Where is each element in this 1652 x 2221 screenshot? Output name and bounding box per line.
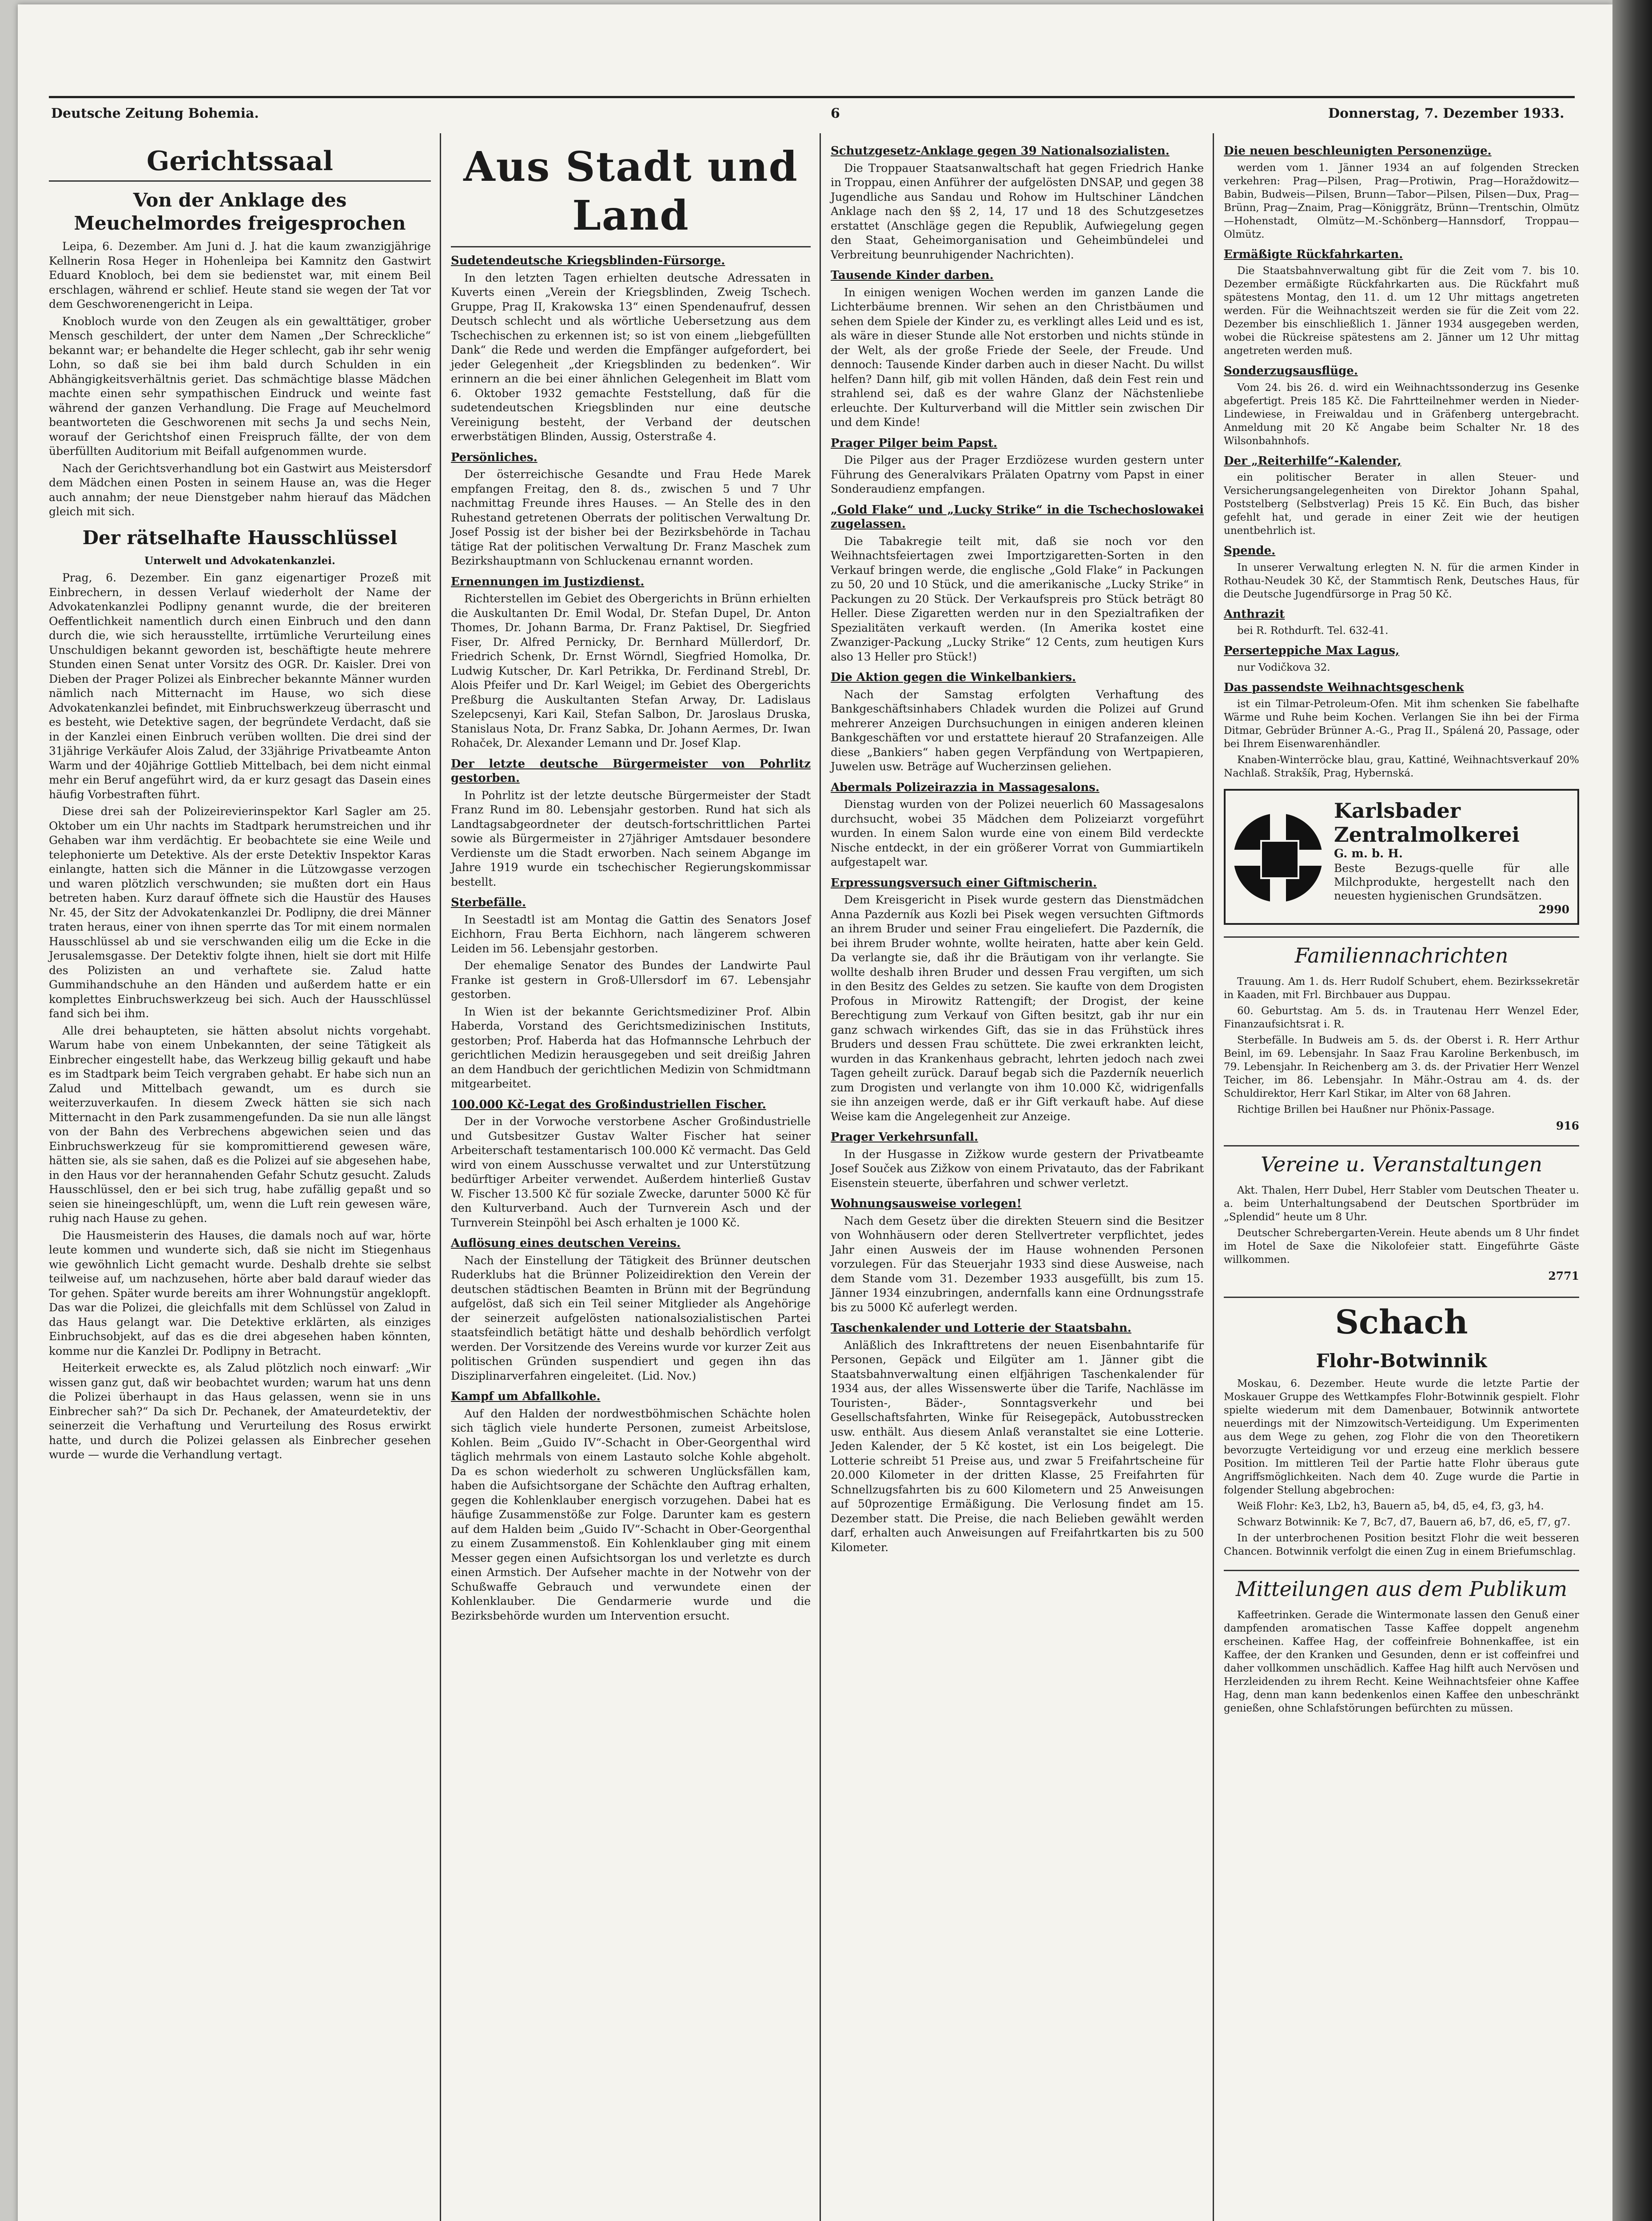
newspaper-page bbox=[18, 4, 1612, 2221]
section-title: Gerichtssaal bbox=[49, 145, 431, 182]
chess-paragraph: Weiß Flohr: Ke3, Lb2, h3, Bauern a5, b4, d5, e4, f3, g3, h4. bbox=[1237, 1501, 1544, 1512]
advertisement-molkerei bbox=[1224, 789, 1579, 925]
news-heading: 100.000 Kč-Legat des Großindustriellen Fischer. bbox=[451, 1098, 766, 1111]
news-paragraph: Nach dem Gesetz über die direkten Steuern sind die Besitzer von Wohnhäusern oder deren Stellvertreter verpflichtet, jedes Jahr einen Ausweis der im Hause wohnenden Personen vorzulegen. Für das Steuerjahr 1933 sind diese Ausweise, nach dem Stande vom 31. Dezember 1933 ausgefüllt, bis zum 15. Jänner 1934 einzubringen, andernfalls kann eine Ordnungsstrafe bis zu 5000 Kč auferlegt werden. bbox=[831, 1214, 1204, 1314]
title-rule bbox=[451, 246, 811, 247]
notice-heading: Der „Reiterhilfe“-Kalender, bbox=[1224, 454, 1401, 468]
news-paragraph: Nach der Samstag erfolgten Verhaftung des Bankgeschäftsinhabers Chladek wurden die Polizei auf Grund mehrerer Anzeigen Durchsuchungen in einigen anderen kleinen Bankgeschäften vor und erstattete hierauf 20 Strafanzeigen. Alle diese „Bankiers“ haben gegen Verpfändung von Wertpapieren, Juwelen usw. Beträge auf Wucherzinsen geliehen. bbox=[831, 688, 1204, 773]
family-news-paragraph: Richtige Brillen bei Haußner nur Phönix-Passage. bbox=[1237, 1104, 1495, 1115]
ad-text: Beste Bezugs-quelle für alle Milchprodukte, hergestellt nach den neuesten hygienischen Grundsätzen. bbox=[1334, 861, 1569, 902]
article-paragraph: Diese drei sah der Polizeirevierinspektor Karl Sagler am 25. Oktober um ein Uhr nachts im Stadtpark herumstreichen und ihr Gehaben war ihm verdächtig. Er beobachtete sie eine Weile und telephonierte um Detektive. Als der erste Detektiv Inspektor Karas einlangte, hatten sich die Männer in die Lützowgasse verzogen und waren plötzlich verschwunden; sie mußten dort ein Haus betreten haben. Kurz darauf öffnete sich die Haustür des Hauses Nr. 45, der Sitz der Advokatenkanzlei Dr. Podlipny, die drei Männer traten heraus, einer von ihnen sperrte das Tor mit einem normalen Hausschlüssel ab und sie verschwanden eilig um die Ecke in die Jerusalemsgasse. Der Detektiv folgte ihnen, hielt sie dort mit Hilfe des Polizisten an und verhaftete sie. Zalud hatte Gummihandschuhe an den Händen und außerdem hatte er ein komplettes Einbruchswerkzeug bei sich. Auch der Hausschlüssel fand sich bei ihm. bbox=[49, 805, 431, 1020]
header-date: Donnerstag, 7. Dezember 1933. bbox=[1328, 106, 1564, 121]
family-news-title: Familiennachrichten bbox=[1224, 936, 1579, 969]
ad-number: 2990 bbox=[1538, 903, 1569, 916]
notice-paragraph: ein politischer Berater in allen Steuer- und Versicherungsangelegenheiten von Direktor Johann Spahal, Poststelberg (Selbstverlag) Preis 15 Kč. Ein Buch, das bisher gefehlt hat, und gerade in einer Zeit wie der heutigen unentbehrlich ist. bbox=[1224, 472, 1579, 537]
notice-paragraph: In unserer Verwaltung erlegten N. N. für die armen Kinder in Rothau-Neudek 30 Kč, der Stammtisch Renk, Deutsches Haus, für die Deutsche Jugendfürsorge in Prag 50 Kč. bbox=[1224, 561, 1579, 600]
article-paragraph: Nach der Gerichtsverhandlung bot ein Gastwirt aus Meistersdorf dem Mädchen einen Posten in seinem Hause an, was die Heger auch annahm; der neue Dienstgeber nahm hierauf das Mädchen gleich mit sich. bbox=[49, 462, 431, 518]
column-aus-stadt-und-land bbox=[451, 138, 811, 1626]
header-page-number: 6 bbox=[831, 106, 840, 121]
notice-heading: Spende. bbox=[1224, 544, 1276, 557]
news-paragraph: Nach der Einstellung der Tätigkeit des Brünner deutschen Ruderklubs hat die Brünner Polizeidirektion den Verein der deutschen städtischen Beamten in Brünn mit der Begründung aufgelöst, daß sich ein Teil seiner Mitglieder als Angehörige der seinerzeit aufgelösten nationalsozialistischen Partei staatsfeindlich betätigt hätte und deshalb behördlich verfolgt werden. Der Vorsitzende des Vereins wurde vor kurzer Zeit aus politischen Gründen suspendiert und gegen ihn das Disziplinarverfahren eingeleitet. (Lid. Nov.) bbox=[451, 1254, 811, 1382]
column-gerichtssaal bbox=[49, 138, 431, 1465]
news-heading: Prager Pilger beim Papst. bbox=[831, 436, 998, 450]
header-rule bbox=[49, 96, 1575, 98]
notice-heading: Die neuen beschleunigten Personenzüge. bbox=[1224, 144, 1492, 158]
chess-subtitle: Flohr-Botwinnik bbox=[1316, 1350, 1487, 1372]
events-paragraph: Deutscher Schrebergarten-Verein. Heute abends um 8 Uhr findet im Hotel de Saxe die Nikolofeier statt. Eingeführte Gäste willkommen. bbox=[1224, 1227, 1579, 1266]
news-paragraph: Auf den Halden der nordwestböhmischen Schächte holen sich täglich viele hunderte Personen, zumeist Arbeitslose, Kohlen. Beim „Guido IV“-Schacht in Ober-Georgenthal wird täglich mehrmals von einem Lastauto solche Kohle abgeholt. Da es schon wiederholt zu schweren Unglücksfällen kam, haben die Aufsichtsorgane der Schächte den Auftrag erhalten, gegen die Kohlenklauber energisch vorzugehen. Dabei hat es häufige Zusammenstöße zur Folge. Darunter kam es gestern auf dem Halden beim „Guido IV“-Schacht in Ober-Georgenthal zu einem Zusammenstoß. Ein Kohlenklauber ging mit einem Messer gegen einen Aufsichtsorgan los und verletzte es durch einen Armstich. Der Aufseher machte in der Notwehr von der Schußwaffe Gebrauch und verwundete einen der Kohlenklauber. Die Gendarmerie wurde und die Bezirksbehörde wurden um Intervention ersucht. bbox=[451, 1407, 811, 1622]
notice-paragraph: nur Vodičkova 32. bbox=[1237, 661, 1330, 673]
news-paragraph: In Seestadtl ist am Montag die Gattin des Senators Josef Eichhorn, Frau Berta Eichhorn, nach längerem schweren Leiden im 56. Lebensjahr gestorben. bbox=[451, 913, 811, 955]
notice-heading: Das passendste Weihnachtsgeschenk bbox=[1224, 681, 1464, 694]
ad-company-name: Karlsbader Zentralmolkerei bbox=[1334, 799, 1520, 847]
article-paragraph: Alle drei behaupteten, sie hätten absolut nichts vorgehabt. Warum habe von einem Unbekannten, der seine Tätigkeit als Einbrecher eingestellt habe, das Werkzeug billig gekauft und habe es im Stadtpark beim Teich vergraben gehabt. Er habe sich nun an Zalud und Mittelbach gewandt, um es durch sie weiterzuverkaufen. In diesem Zweck hätten sie sich nach Mitternacht in den Park zusammengefunden. Da sie nun alle längst von der Bahn des Verbrechens abgewichen seien und das Einbruchswerkzeug für sie kompromittierend gewesen wäre, hätten sie, als sie sahen, daß es die Polizei auf sie abgesehen habe, in den Haus vor der herannahenden Gefahr Schutz gesucht. Zaluds Hausschlüssel, den er bei sich trug, habe zufällig gepaßt und so seien sie hineingeschlüpft, um, wenn die Luft rein gewesen wäre, ruhig nach Hause zu gehen. bbox=[49, 1024, 431, 1225]
article-paragraph: Heiterkeit erweckte es, als Zalud plötzlich noch einwarf: „Wir wissen ganz gut, daß wir beobachtet wurden; warum hat uns denn die Polizei überhaupt in das Haus gelassen, wenn sie in uns Einbrecher sah?“ Da sich Dr. Pechanek, der Amateurdetektiv, der seinerzeit die Verhaftung und Verurteilung des Rosus erwirkt hatte, und durch die Polizei gelassen als Einbrecher gesehen wurde — wurde die Verhandlung vertagt. bbox=[49, 1361, 431, 1461]
notice-paragraph: ist ein Tilmar-Petroleum-Ofen. Mit ihm schenken Sie fabelhafte Wärme und Ruhe beim Kochen. Verlangen Sie ihn bei der Firma Ditmar, Gebrüder Brünner A.-G., Prag II., Spálená 20, Passage, oder bei Ihrem Eisenwarenhändler. bbox=[1224, 698, 1579, 750]
family-news-paragraph: 60. Geburtstag. Am 5. ds. in Trautenau Herr Wenzel Eder, Finanzaufsichtsrat i. R. bbox=[1224, 1005, 1579, 1030]
news-paragraph: Die Tabakregie teilt mit, daß sie noch vor den Weihnachtsfeiertagen zwei Importzigaretten-Sorten in den Verkauf bringen werde, die englische „Gold Flake“ in Packungen zu 50, 20 und 10 Stück, und die amerikanische „Lucky Strike“ in Packungen zu 20 Stück. Der Verkaufspreis pro Stück beträgt 80 Heller. Diese Zigaretten werden nur in den Spezialtrafiken der Spezialitäten verkauft werden. (In Amerika kostet eine Zwanziger-Packung „Lucky Strike“ 12 Cents, zum heutigen Kurs also 13 Heller pro Stück!) bbox=[831, 534, 1204, 663]
article-paragraph: Leipa, 6. Dezember. Am Juni d. J. hat die kaum zwanzigjährige Kellnerin Rosa Heger in Hohenleipa bei Kamnitz den Gastwirt Eduard Knobloch, bei dem sie bedienstet war, mit einem Beil erschlagen, während er schlief. Heute stand sie wegen der Tat vor dem Geschworenengericht in Leipa. bbox=[49, 240, 431, 310]
news-paragraph: Anläßlich des Inkrafttretens der neuen Eisenbahntarife für Personen, Gepäck und Eilgüter am 1. Jänner gibt die Staatsbahnverwaltung einen elfjährigen Taschenkalender für 1934 aus, der alles Wissenswerte über die Tarife, Nachlässe im Touristen-, Bäder-, Sonntagsverkehr und bei Gesellschaftsfahrten, Winke für Reisegepäck, Autobusstrecken usw. enthält. Aus diesem Anlaß veranstaltet sie eine Lotterie. Jeden Kalender, der 5 Kč kostet, ist ein Los beigelegt. Die Lotterie schreibt 51 Preise aus, und zwar 5 Freifahrtscheine für 20.000 Kilometer in der dritten Klasse, 25 Freifahrten für Schnellzugsfahrten bis zu 600 Kilometern und 25 Anweisungen auf 50prozentige Ermäßigung. Die Verlosung findet am 15. Dezember statt. Die Preise, die nach Belieben gewählt werden darf, erhalten auch Anweisungen auf Freifahrtkarten bis zu 500 Kilometer. bbox=[831, 1338, 1204, 1554]
chess-paragraph: Schwarz Botwinnik: Ke 7, Bc7, d7, Bauern a6, b7, d6, e5, f7, g7. bbox=[1237, 1516, 1571, 1528]
news-paragraph: Die Pilger aus der Prager Erzdiözese wurden gestern unter Führung des Generalvikars Prälaten Opatrny vom Papst in einer Sonderaudienz empfangen. bbox=[831, 454, 1204, 495]
scan-edge bbox=[1612, 0, 1652, 2221]
ad-number: 2771 bbox=[1548, 1269, 1579, 1282]
news-heading: Sterbefälle. bbox=[451, 896, 526, 909]
news-heading: Tausende Kinder darben. bbox=[831, 269, 994, 282]
news-paragraph: Die Troppauer Staatsanwaltschaft hat gegen Friedrich Hanke in Troppau, einen Anführer der aufgelösten DNSAP, und gegen 38 Jugendliche aus Sandau und Rohow im Hultschiner Ländchen Anklage nach den §§ 2, 14, 17 und 18 des Schutzgesetzes erstattet (Anschläge gegen die Republik, Aufwiegelung gegen den Staat, Geheimorganisation und Geheimbündelei und Verbreitung beunruhigender Nachrichten). bbox=[831, 161, 1204, 261]
news-paragraph: Der in der Vorwoche verstorbene Ascher Großindustrielle und Gutsbesitzer Gustav Walter Fischer hat seiner Arbeiterschaft testamentarisch 100.000 Kč vermacht. Das Geld wird von einem Ausschusse verwaltet und zur Unterstützung bedürftiger Arbeiter verwendet. Außerdem hinterließ Gustav W. Fischer 13.500 Kč für soziale Zwecke, darunter 5000 Kč für den Kulturverband. Auch der Turnverein Asch und der Turnverein Steinpöhl bei Asch erhalten je 1000 Kč. bbox=[451, 1115, 811, 1229]
notice-heading: Ermäßigte Rückfahrkarten. bbox=[1224, 247, 1403, 261]
column-rule bbox=[1213, 133, 1214, 2221]
column-rule bbox=[440, 133, 441, 2221]
news-heading: Abermals Polizeirazzia in Massagesalons. bbox=[831, 780, 1100, 794]
news-heading: Die Aktion gegen die Winkelbankiers. bbox=[831, 671, 1076, 684]
news-paragraph: Dienstag wurden von der Polizei neuerlich 60 Massagesalons durchsucht, wobei 35 Mädchen dem Polizeiarzt vorgeführt wurden. In einem Salon wurde eine von einem Bild verdeckte Nische entdeckt, in der ein größerer Vorrat von Gummiartikeln aufgestapelt war. bbox=[831, 798, 1204, 868]
chess-paragraph: In der unterbrochenen Position besitzt Flohr die weit besseren Chancen. Botwinnik verfolgt die einen Zug in einem Briefumschlag. bbox=[1224, 1532, 1579, 1557]
news-paragraph: Der österreichische Gesandte und Frau Hede Marek empfangen Freitag, den 8. ds., zwischen 5 und 7 Uhr nachmittag Freunde ihres Hauses. — An Stelle des in den Ruhestand getretenen Oberrats der politischen Verwaltung Dr. Josef Possig ist der bisher bei der Bezirksbehörde in Tachau tätige Rat der politischen Verwaltung Dr. Franz Maschek zum Bezirkshauptmann von Schluckenau ernannt worden. bbox=[451, 468, 811, 567]
article-title: Von der Anklage des Meuchelmordes freigesprochen bbox=[74, 189, 406, 234]
family-news-paragraph: Trauung. Am 1. ds. Herr Rudolf Schubert, ehem. Bezirkssekretär in Kaaden, mit Frl. Birchbauer aus Duppau. bbox=[1224, 976, 1579, 1001]
chess-title: Schach bbox=[1224, 1297, 1579, 1342]
notice-heading: Perserteppiche Max Lagus, bbox=[1224, 644, 1400, 657]
news-paragraph: In den letzten Tagen erhielten deutsche Adressaten in Kuverts einen „Verein der Kriegsblinden, Zweig Tschech. Gruppe, Prag II, Krakowska 13“ einen Spendenaufruf, dessen Deutsch schlecht und als wörtliche Uebersetzung aus dem Tschechischen zu erkennen ist; so ist von einem „liebgefüllten Dank“ die Rede und werden die Empfänger aufgefordert, bei jeder Gelegenheit „der Kriegsblinden zu bedenken“. Wir erinnern an die bei einer ähnlichen Gelegenheit im Blatt vom 6. Oktober 1932 gemachte Feststellung, daß für die sudetendeutschen Kriegsblinden nur eine deutsche Vereinigung besteht, der Verband der deutschen erwerbstätigen Blinden, Aussig, Osterstraße 4. bbox=[451, 271, 811, 443]
header-paper-name: Deutsche Zeitung Bohemia. bbox=[51, 106, 259, 121]
article-title: Der rätselhafte Hausschlüssel bbox=[82, 526, 398, 549]
notice-heading: Sonderzugsausflüge. bbox=[1224, 364, 1358, 378]
notice-heading: Anthrazit bbox=[1224, 607, 1285, 621]
public-notices-paragraph: Kaffeetrinken. Gerade die Wintermonate lassen den Genuß einer dampfenden aromatischen Tasse Kaffee doppelt angenehm erscheinen. Kaffee Hag, der coffeinfreie Bohnenkaffee, ist ein Kaffee, der den Kranken und Gesunden, denn er ist coffeinfrei und daher vollkommen unschädlich. Kaffee Hag hilft auch Nervösen und Herzleidenden zu ihrem Recht. Keine Weihnachtsfeier ohne Kaffee Hag, denn man kann bedenkenlos einen Kaffee den unbeschränkt genießen, ohne Schlafstörungen befürchten zu müssen. bbox=[1224, 1609, 1579, 1714]
ad-content bbox=[1334, 799, 1569, 917]
news-paragraph: In einigen wenigen Wochen werden im ganzen Lande die Lichterbäume brennen. Wir sehen an den Christbäumen und sehen dem Spiele der Kinder zu, es verklingt alles Leid und es ist, als wäre in dieser Stunde alle Not erstorben und nichts stünde in der Welt, als der große Friede der Seele, der Freude. Und dennoch: Tausende Kinder darben auch in dieser Nacht. Du willst helfen? Dann hilf, gib mit vollen Händen, daß dein Fest rein und strahlend sei, daß es der wahre Glanz der Nächstenliebe erleuchte. Der Kulturverband will die Mittler sein zwischen Dir und dem Kinde! bbox=[831, 286, 1204, 429]
news-paragraph: Richterstellen im Gebiet des Obergerichts in Brünn erhielten die Auskultanten Dr. Emil Wodal, Dr. Stefan Dupel, Dr. Anton Thomes, Dr. Johann Barma, Dr. Franz Paktisel, Dr. Siegfried Fiser, Dr. Alfred Pernicky, Dr. Bernhard Müllerdorf, Dr. Friedrich Schenk, Dr. Ernst Wörndl, Siegfried Homolka, Dr. Ludwig Kutscher, Dr. Karl Petrikka, Dr. Ferdinand Strebl, Dr. Alois Pfeifer und Dr. Karl Weigel; im Gebiet des Obergerichts Preßburg die Auskultanten Stefan Arway, Dr. Ladislaus Szelepcsenyi, Kari Kail, Stefan Salbon, Dr. Jaroslaus Druska, Stanislaus Nota, Dr. Franz Sabka, Dr. Johann Aermes, Dr. Iwan Rohaček, Dr. Alexander Lemann und Dr. Josef Klap. bbox=[451, 592, 811, 749]
molkerei-logo-icon bbox=[1234, 813, 1322, 902]
news-heading: Ernennungen im Justizdienst. bbox=[451, 575, 645, 589]
news-heading: Kampf um Abfallkohle. bbox=[451, 1390, 601, 1403]
ad-company-form: G. m. b. H. bbox=[1334, 847, 1403, 860]
column-rule bbox=[820, 133, 821, 2221]
news-paragraph: In Wien ist der bekannte Gerichtsmediziner Prof. Albin Haberda, Vorstand des Gerichtsmedizinischen Instituts, gestorben; Prof. Haberda hat das Hofmannsche Lehrbuch der gerichtlichen Medizin herausgegeben und seit dreißig Jahren an dem Handbuch der gerichtlichen Medizin von Schmidtmann mitgearbeitet. bbox=[451, 1005, 811, 1090]
news-heading: Persönliches. bbox=[451, 450, 537, 464]
notice-paragraph: Vom 24. bis 26. d. wird ein Weihnachtssonderzug ins Gesenke abgefertigt. Preis 185 Kč. Die Fahrtteilnehmer werden in Nieder-Lindewiese, in Freiwaldau und in Gräfenberg untergebracht. Anmeldung mit 20 Kč Angabe beim Schalter Nr. 18 des Wilsonbahnhofs. bbox=[1224, 382, 1579, 447]
notice-paragraph: Die Staatsbahnverwaltung gibt für die Zeit vom 7. bis 10. Dezember ermäßigte Rückfahrkarten aus. Die Rückfahrt muß spätestens Montag, den 11. d. um 12 Uhr mittags angetreten werden. Für die Weihnachtszeit werden sie für die Zeit vom 22. Dezember bis einschließlich 1. Jänner 1934 ausgegeben werden, wobei die Rückreise spätestens am 2. Jänner um 12 Uhr mittag angetreten werden muß. bbox=[1224, 265, 1579, 357]
article-paragraph: Knobloch wurde von den Zeugen als ein gewalttätiger, grober Mensch geschildert, der unter dem Namen „Der Schreckliche“ bekannt war; er behandelte die Heger schlecht, gab ihr sehr wenig Lohn, so daß sie bei ihm bald durch Schulden in ein Abhängigkeitsverhältnis geriet. Das schmächtige blasse Mädchen machte einen sehr sympathischen Eindruck und weinte fast während der ganzen Verhandlung. Die Frage auf Meuchelmord beantworteten die Geschworenen mit sechs Ja und sechs Nein, worauf der Gerichtshof einen Freispruch fällte, der von dem überfüllten Auditorium mit Beifall aufgenommen wurde. bbox=[49, 314, 431, 458]
public-notices-title: Mitteilungen aus dem Publikum bbox=[1224, 1570, 1579, 1602]
chess-paragraph: Moskau, 6. Dezember. Heute wurde die letzte Partie der Moskauer Gruppe des Wettkampfes Flohr-Botwinnik gespielt. Flohr spielte wiederum mit dem Damenbauer, Botwinnik antwortete neuerdings mit der Nimzowitsch-Verteidigung. Um Experimenten aus dem Wege zu gehen, zog Flohr die von den Theoretikern bevorzugte Verteidigung vor und erzeug eine merklich bessere Position. Im mittleren Teil der Partie hatte Flohr überaus gute Angriffsmöglichkeiten. Nach dem 40. Zuge wurde die Partie in folgender Stellung abgebrochen: bbox=[1224, 1378, 1579, 1496]
article-subtitle: Unterwelt und Advokatenkanzlei. bbox=[144, 554, 335, 567]
news-heading: Wohnungsausweise vorlegen! bbox=[831, 1197, 1022, 1210]
article-paragraph: Die Hausmeisterin des Hauses, die damals noch auf war, hörte leute kommen und wunderte sich, daß sie nicht im Stiegenhaus wie gewöhnlich Licht gemacht wurde. Deshalb drehte sie selbst teilweise auf, um nachzusehen, hörte aber bald darauf wieder das Tor gehen. Später wurde bereits am ihrer Wohnungstür angeklopft. Das war die Polizei, die gleichfalls mit dem Schlüssel von Zalud in das Haus gelangt war. Die Detektive erklärten, als einziges Einbruchsobjekt, auf das es die drei abgesehen haben könnten, komme nur die Kanzlei Dr. Podlipny in Betracht. bbox=[49, 1229, 431, 1357]
section-title: Aus Stadt und Land bbox=[463, 143, 798, 239]
news-heading: Schutzgesetz-Anklage gegen 39 Nationalsozialisten. bbox=[831, 144, 1170, 158]
news-heading: Erpressungsversuch einer Giftmischerin. bbox=[831, 876, 1097, 890]
news-heading: Der letzte deutsche Bürgermeister von Pohrlitz gestorben. bbox=[451, 757, 811, 785]
ad-number: 916 bbox=[1556, 1119, 1579, 1132]
column-news-2 bbox=[831, 138, 1204, 1557]
news-heading: Sudetendeutsche Kriegsblinden-Fürsorge. bbox=[451, 254, 725, 267]
news-heading: Prager Verkehrsunfall. bbox=[831, 1130, 979, 1144]
news-heading: „Gold Flake“ und „Lucky Strike“ in die Tschechoslowakei zugelassen. bbox=[831, 503, 1204, 531]
article-paragraph: Prag, 6. Dezember. Ein ganz eigenartiger Prozeß mit Einbrechern, in dessen Verlauf wiederholt der Name der Advokatenkanzlei Podlipny genannt wurde, die der breiteren Oeffentlichkeit namentlich durch einen Einbruch und den dann durch die, wie sich herausstellte, irrtümliche Verurteilung eines Unschuldigen bekannt geworden ist, beschäftigte heute mehrere Stunden einen Senat unter Vorsitz des OGR. Dr. Kaisler. Drei von Dieben der Prager Polizei als Einbrecher bekannte Männer wurden nämlich nach Mitternacht im Hause, wo sich diese Advokatenkanzlei befindet, mit Einbruchswerkzeug überrascht und es besteht, wie Detektive sagen, der begründete Verdacht, daß sie in der Kanzlei einen Einbruch verüben wollten. Die drei sind der 31jährige Verkäufer Alois Zalud, der 33jährige Privatbeamte Anton Warm und der 40jährige Gottlieb Mittelbach, bei dem nicht einmal mehr ein Beruf angeführt wird, da er kurz gesagt das Dasein eines häufig Vorbestraften führt. bbox=[49, 571, 431, 801]
news-heading: Auflösung eines deutschen Vereins. bbox=[451, 1237, 681, 1250]
news-paragraph: Dem Kreisgericht in Pisek wurde gestern das Dienstmädchen Anna Pazderník aus Kozli bei Pisek wegen versuchten Giftmords an ihrem Bruder und seiner Frau eingeliefert. Die Pazderník, die bei ihrem Bruder wohnte, wollte heiraten, hatte aber kein Geld. Da verlangte sie, daß ihr die Bräutigam von ihr verlangte. Sie wollte deshalb ihren Bruder und dessen Frau vergiften, um sich in den Besitz des Geldes zu setzen. Sie kaufte von dem Drogisten Profous in Mirowitz Rattengift; der Drogist, der keine Berechtigung zum Verkauf von Giften besitzt, gab ihr nur ein ganz schwach wirkendes Gift, das sie in das Frühstück ihres Bruders und dessen Frau schüttete. Die zwei erkrankten leicht, wurden in das Krankenhaus gebracht, lehrten jedoch nach zwei Tagen geheilt zurück. Darauf begab sich die Pazderník neuerlich zum Drogisten und verlangte von ihm 10.000 Kč, widrigenfalls sie ihn anzeigen werde, daß er ihr Gift verkauft habe. Auf diese Weise kam die Angelegenheit zur Anzeige. bbox=[831, 893, 1204, 1123]
news-paragraph: In Pohrlitz ist der letzte deutsche Bürgermeister der Stadt Franz Rund im 80. Lebensjahr gestorben. Rund hat sich als Landtagsabgeordneter der deutsch-fortschrittlichen Partei sowie als Bürgermeister in 27jähriger Amtsdauer besondere Verdienste um die Stadt erworben. Nach seinem Abgange im Jahre 1919 wurde ein tschechischer Regierungskommissar bestellt. bbox=[451, 788, 811, 888]
news-paragraph: Der ehemalige Senator des Bundes der Landwirte Paul Franke ist gestern in Groß-Ullersdorf im 67. Lebensjahr gestorben. bbox=[451, 959, 811, 1001]
news-heading: Taschenkalender und Lotterie der Staatsbahn. bbox=[831, 1321, 1132, 1335]
news-paragraph: In der Husgasse in Zižkow wurde gestern der Privatbeamte Josef Souček aus Zižkow von einem Privatauto, das der Fabrikant Eisenstein steuerte, überfahren und schwer verletzt. bbox=[831, 1147, 1204, 1190]
family-news-paragraph: Sterbefälle. In Budweis am 5. ds. der Oberst i. R. Herr Arthur Beinl, im 69. Lebensjahr. In Saaz Frau Karoline Berkenbusch, im 79. Lebensjahr. In Reichenberg am 3. ds. der Privatier Herr Wenzel Teicher, im 86. Lebensjahr. In Mähr.-Ostrau am 4. ds. der Schuldirektor, Herr Karl Stikar, im Alter von 68 Jahren. bbox=[1224, 1035, 1579, 1099]
column-notices bbox=[1224, 138, 1579, 1718]
notice-paragraph: werden vom 1. Jänner 1934 an auf folgenden Strecken verkehren: Prag—Pilsen, Prag—Protiwin, Prag—Horaždowitz—Babin, Budweis—Pilsen, Brunn—Tabor—Pilsen, Pilsen—Dux, Prag—Brünn, Prag—Znaim, Prag—Königgrätz, Brünn—Trentschin, Olmütz—Hohenstadt, Olmütz—M.-Schönberg—Hannsdorf, Troppau—Olmütz. bbox=[1224, 162, 1579, 240]
events-title: Vereine u. Veranstaltungen bbox=[1224, 1145, 1579, 1178]
notice-paragraph: Knaben-Winterröcke blau, grau, Kattiné, Weihnachtsverkauf 20% Nachlaß. Strakšík, Prag, Hybernská. bbox=[1224, 754, 1579, 779]
events-paragraph: Akt. Thalen, Herr Dubel, Herr Stabler vom Deutschen Theater u. a. beim Unterhaltungsabend der Deutschen Sportbrüder im „Splendid“ heute um 8 Uhr. bbox=[1224, 1184, 1579, 1223]
notice-paragraph: bei R. Rothdurft. Tel. 632-41. bbox=[1237, 625, 1389, 637]
